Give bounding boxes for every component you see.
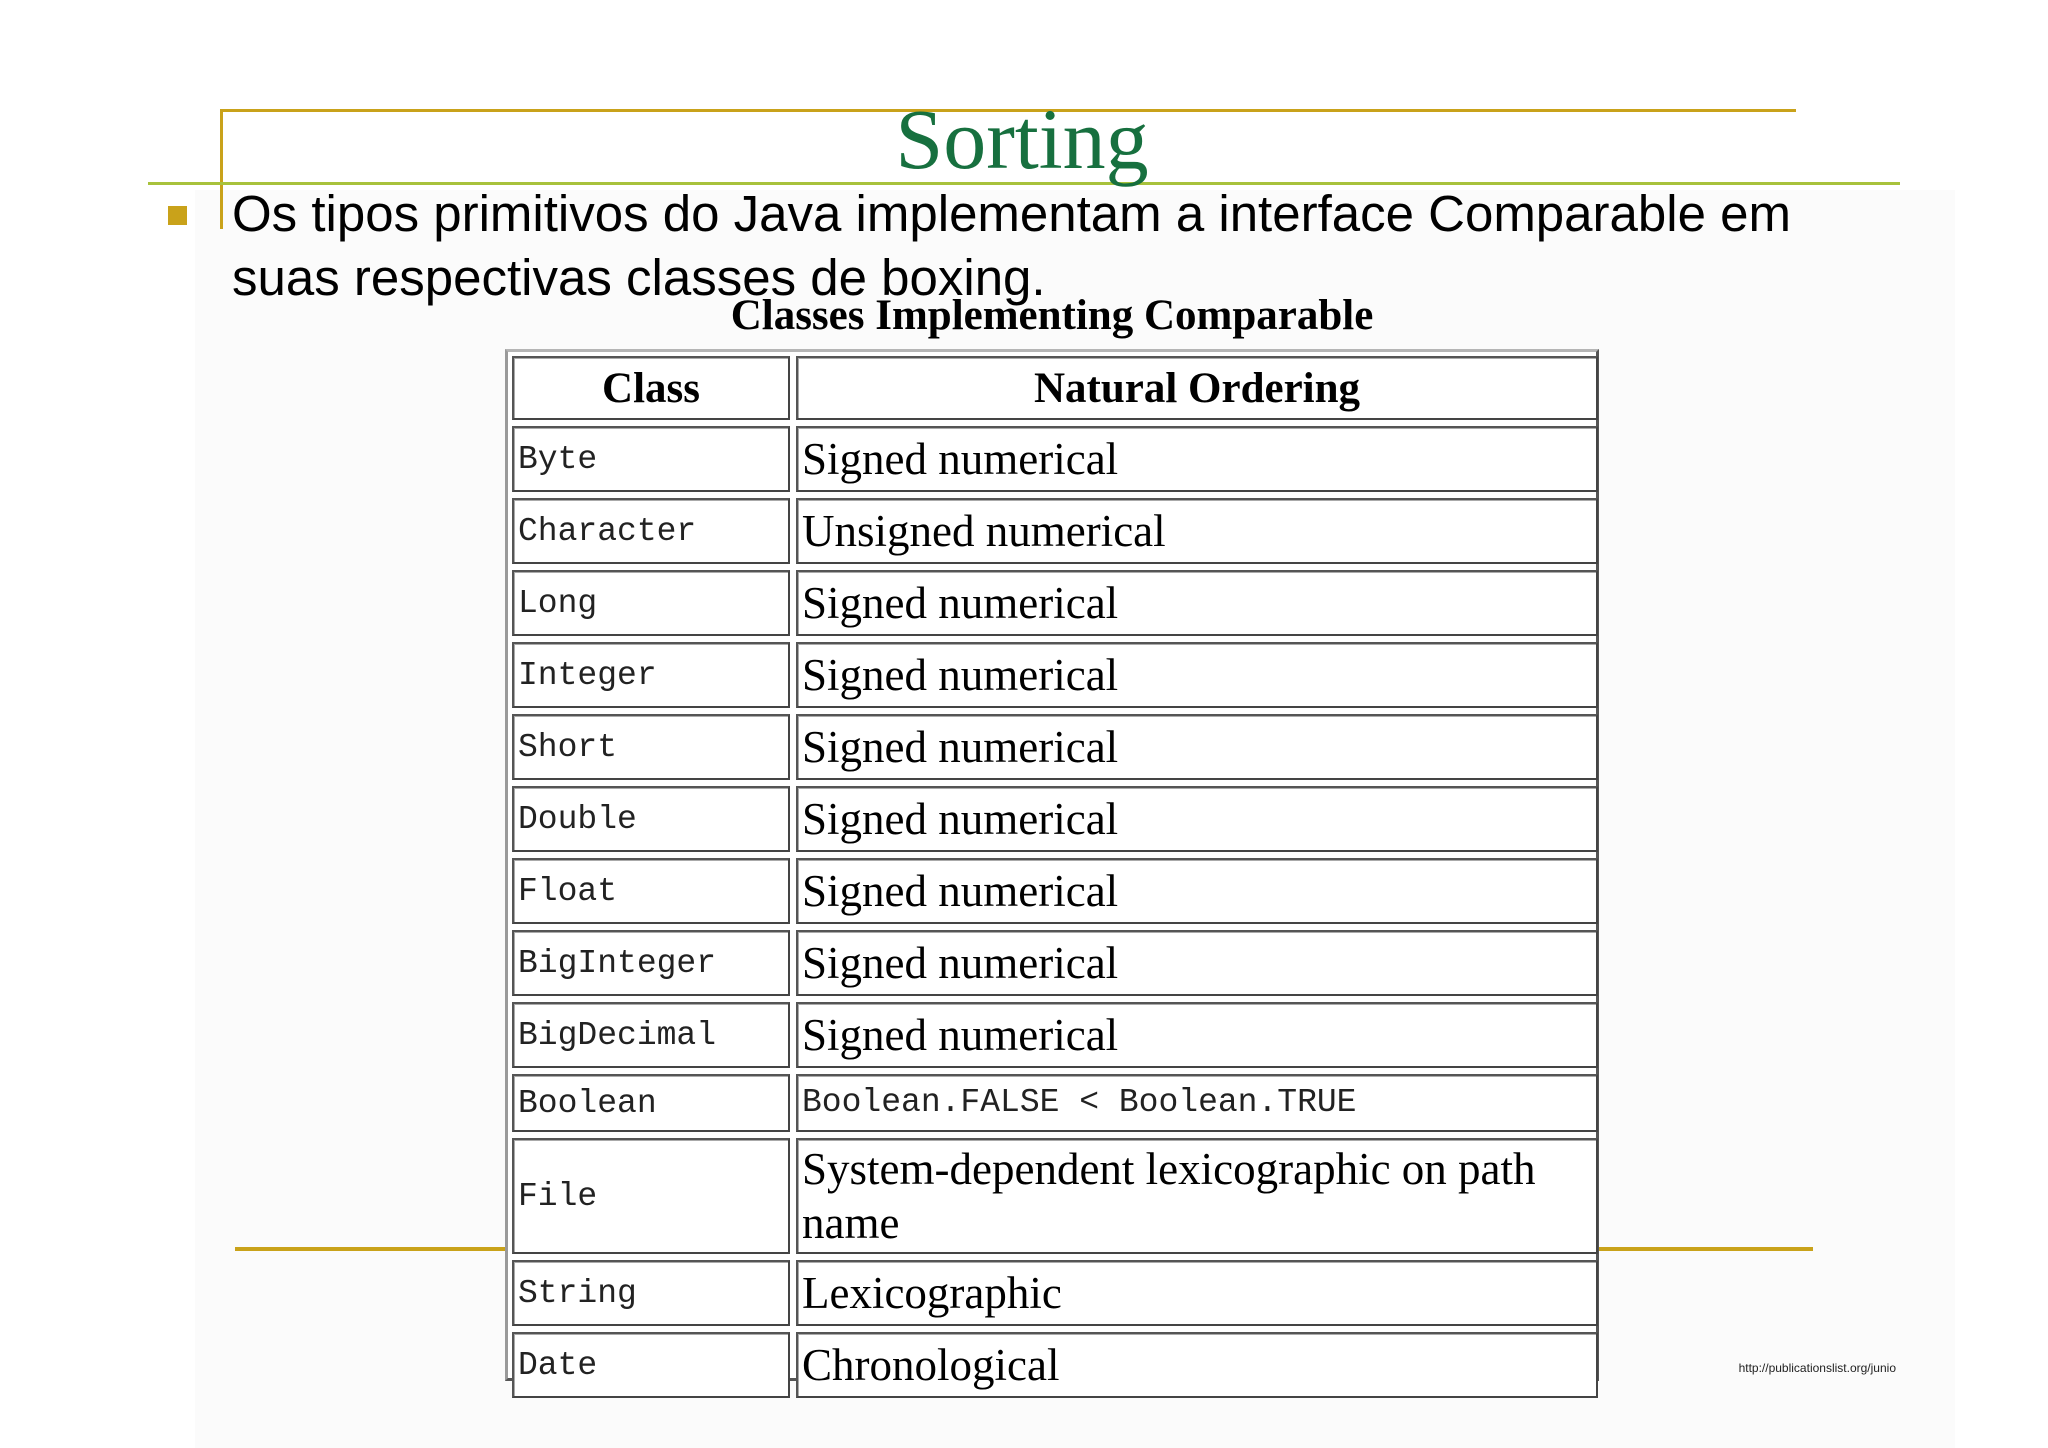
table-row <box>512 642 1598 708</box>
ordering-cell: Signed numerical <box>796 1002 1598 1068</box>
table-row <box>512 1138 1598 1254</box>
table-row <box>512 930 1598 996</box>
table-row <box>512 786 1598 852</box>
header-natural-ordering: Natural Ordering <box>796 356 1598 420</box>
class-cell: BigInteger <box>512 930 790 996</box>
footer-url: http://publicationslist.org/junio <box>1738 1361 1896 1375</box>
class-cell: Float <box>512 858 790 924</box>
class-cell: String <box>512 1260 790 1326</box>
bottom-rule-left <box>235 1247 505 1251</box>
slide-title-text: Sorting <box>895 91 1149 187</box>
class-cell: Double <box>512 786 790 852</box>
header-class: Class <box>512 356 790 420</box>
class-cell: File <box>512 1138 790 1254</box>
class-cell: Short <box>512 714 790 780</box>
table-row <box>512 570 1598 636</box>
table-header-row <box>512 356 1598 420</box>
comparable-table-grid <box>506 350 1604 1404</box>
class-cell: Character <box>512 498 790 564</box>
bullet-marker <box>168 206 187 225</box>
class-cell: Long <box>512 570 790 636</box>
ordering-cell: Signed numerical <box>796 930 1598 996</box>
class-cell: Date <box>512 1332 790 1398</box>
ordering-cell: Signed numerical <box>796 858 1598 924</box>
ordering-cell: Boolean.FALSE < Boolean.TRUE <box>796 1074 1598 1132</box>
ordering-cell: Signed numerical <box>796 714 1598 780</box>
class-cell: Boolean <box>512 1074 790 1132</box>
table-caption: Classes Implementing Comparable <box>730 292 1374 339</box>
table-row <box>512 426 1598 492</box>
bottom-rule-right <box>1599 1247 1813 1251</box>
bullet-text: Os tipos primitivos do Java implementam a interface Comparable em suas respectivas classes de boxing. <box>232 185 1791 306</box>
table-row <box>512 1074 1598 1132</box>
class-cell: Byte <box>512 426 790 492</box>
ordering-cell: Lexicographic <box>796 1260 1598 1326</box>
table-row <box>512 714 1598 780</box>
ordering-cell: Signed numerical <box>796 426 1598 492</box>
table-row <box>512 858 1598 924</box>
table-row <box>512 1002 1598 1068</box>
ordering-cell: Signed numerical <box>796 786 1598 852</box>
slide-title <box>0 91 2048 187</box>
ordering-cell: Signed numerical <box>796 642 1598 708</box>
table-row <box>512 1260 1598 1326</box>
ordering-cell: Signed numerical <box>796 570 1598 636</box>
class-cell: BigDecimal <box>512 1002 790 1068</box>
ordering-cell: System-dependent lexicographic on path name <box>796 1138 1598 1254</box>
table-row <box>512 1332 1598 1398</box>
table-row <box>512 498 1598 564</box>
class-cell: Integer <box>512 642 790 708</box>
comparable-table <box>505 349 1599 1390</box>
ordering-cell: Chronological <box>796 1332 1598 1398</box>
ordering-cell: Unsigned numerical <box>796 498 1598 564</box>
